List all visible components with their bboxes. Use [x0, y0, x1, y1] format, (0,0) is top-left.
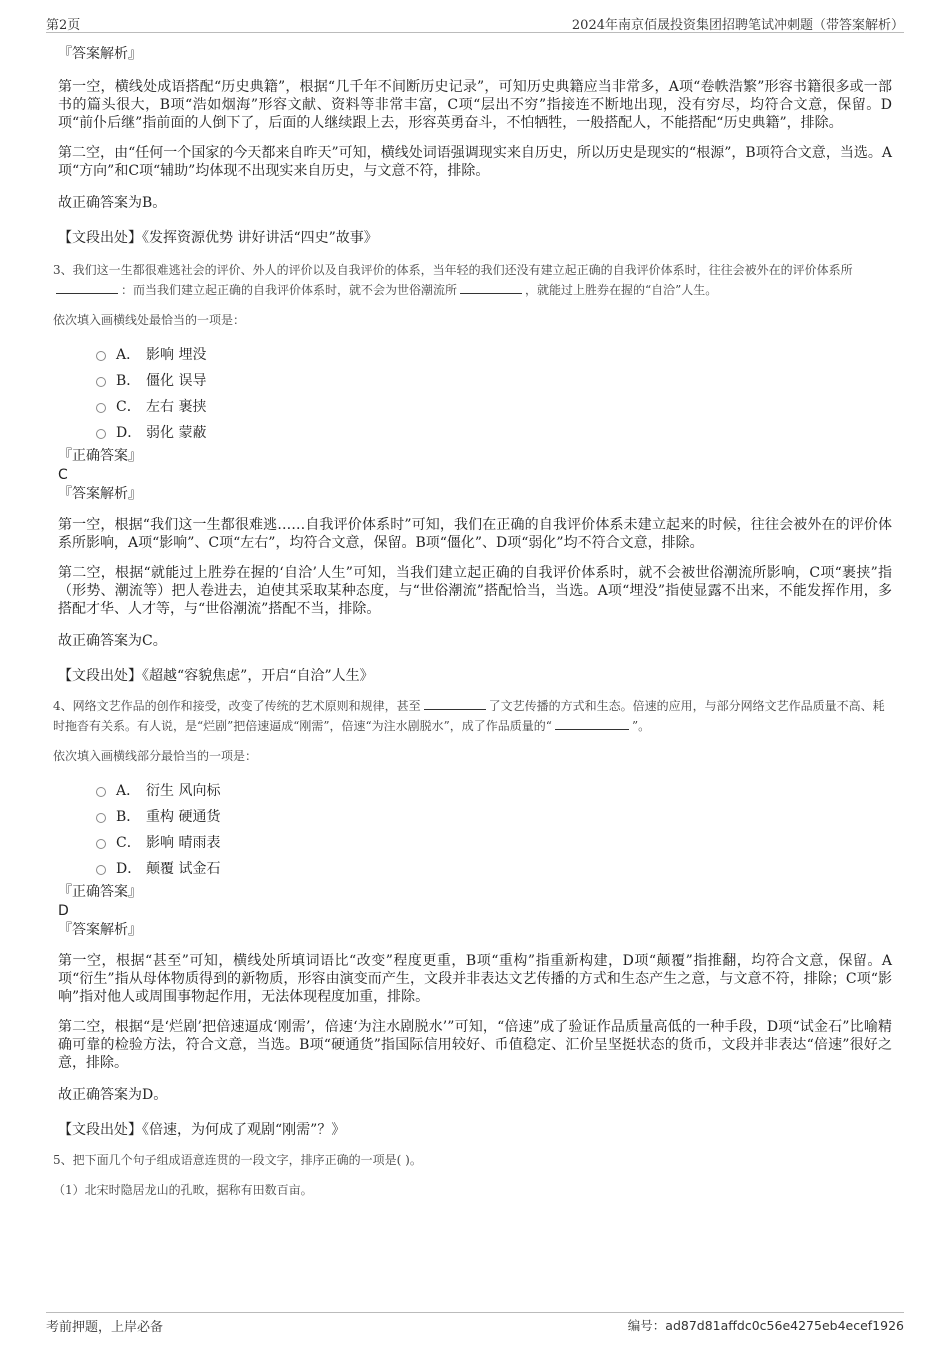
source-citation: 【文段出处】《倍速，为何成了观剧“刚需”？》 [58, 1122, 346, 1138]
analysis-tag: 『答案解析』 [58, 922, 142, 938]
analysis-paragraph: 第二空，根据“就能过上胜券在握的‘自洽’人生”可知，当我们建立起正确的自我评价体系时，就不会被世俗潮流所影响，C项“裹挟”指（形势、潮流等）把人卷进去，迫使其采取某种态度，与“世俗潮流”搭配恰当，当选。A项“埋没”指使显露不出来，不能发挥作用，多搭配才华、人才等，与“世俗潮流”搭配不当，排除。 [58, 565, 892, 617]
question-4-part-a: 4、网络文艺作品的创作和接受，改变了传统的艺术原则和规律，甚至 [53, 699, 421, 713]
document-id: 编号：ad87d81affdc0c56e4275eb4ecef1926 [627, 1318, 904, 1333]
option-c[interactable]: C． 左右 裹挟 [96, 394, 892, 420]
document-title: 2024年南京佰晟投资集团招聘笔试冲刺题（带答案解析） [571, 18, 904, 33]
page-content [53, 44, 892, 1200]
source-citation: 【文段出处】《超越“容貌焦虑”，开启“自洽”人生》 [58, 668, 374, 684]
option-b[interactable]: B． 重构 硬通货 [96, 804, 892, 830]
question-3-options [96, 342, 892, 446]
analysis-paragraph: 第二空，由“任何一个国家的今天都来自昨天”可知，横线处词语强调现实来自历史，所以历史是现实的“根源”，B项符合文意，当选。A项“方向”和C项“辅助”均体现不出现实来自历史，与文意不符，排除。 [58, 145, 892, 179]
question-5-sentence-1: （1）北宋时隐居龙山的孔畋，据称有田数百亩。 [53, 1183, 313, 1197]
correct-answer-tag: 『正确答案』 [58, 448, 142, 464]
blank-line [555, 717, 629, 730]
correct-answer: C [58, 467, 68, 483]
question-4-options [96, 778, 892, 882]
analysis-paragraph: 第二空，根据“是‘烂剧’把倍速逼成‘刚需’，倍速‘为注水剧脱水’”可知，“倍速”成了验证作品质量高低的一种手段，D项“试金石”比喻精确可靠的检验方法，符合文意，当选。B项“硬通货”指国际信用较好、币值稳定、汇价呈坚挺状态的货币，文段并非表达“倍速”很好之意，排除。 [58, 1019, 892, 1071]
question-4-part-c: ”。 [631, 719, 651, 733]
correct-answer: D [58, 903, 69, 919]
page-footer [46, 1312, 904, 1336]
conclusion: 故正确答案为D。 [58, 1087, 168, 1103]
question-3-part-a: 3、我们这一生都很难逃社会的评价、外人的评价以及自我评价的体系，当年轻的我们还没有建立起正确的自我评价体系时，往往会被外在的评价体系所 [53, 263, 853, 277]
analysis-tag: 『答案解析』 [58, 46, 142, 62]
question-4-text [53, 696, 892, 736]
radio-icon[interactable] [96, 377, 106, 387]
option-b[interactable]: B． 僵化 误导 [96, 368, 892, 394]
question-5-text: 5、把下面几个句子组成语意连贯的一段文字，排序正确的一项是( )。 [53, 1153, 422, 1167]
blank-line [424, 697, 486, 710]
analysis-paragraph: 第一空，横线处成语搭配“历史典籍”，根据“几千年不间断历史记录”，可知历史典籍应当非常多，A项“卷帙浩繁”形容书籍很多或一部书的篇头很大，B项“浩如烟海”形容文献、资料等非常丰富，C项“层出不穷”指接连不断地出现，没有穷尽，均符合文意，保留。D项“前仆后继”指前面的人倒下了，后面的人继续跟上去，形容英勇奋斗，不怕牺牲，一般搭配人，不能搭配“历史典籍”，排除。 [58, 79, 892, 131]
analysis-tag: 『答案解析』 [58, 486, 142, 502]
correct-answer-tag: 『正确答案』 [58, 884, 142, 900]
option-d[interactable]: D． 颠覆 试金石 [96, 856, 892, 882]
conclusion: 故正确答案为C。 [58, 633, 167, 649]
blank-line [56, 281, 118, 294]
source-citation: 【文段出处】《发挥资源优势 讲好讲活“四史”故事》 [58, 230, 378, 246]
question-4-part-b: 了文艺传播的方式和生态。倍速的应用，与部分网络文艺作品质量不高、耗时拖沓有关系。有人说，是“烂剧”把倍速逼成“刚需”，倍速“为注水剧脱水”，成了作品质量的“ [53, 699, 885, 733]
radio-icon[interactable] [96, 787, 106, 797]
radio-icon[interactable] [96, 351, 106, 361]
option-a[interactable]: A． 衍生 风向标 [96, 778, 892, 804]
analysis-paragraph: 第一空，根据“甚至”可知，横线处所填词语比“改变”程度更重，B项“重构”指重新构建，D项“颠覆”指推翻，均符合文意，保留。A项“衍生”指从母体物质得到的新物质，形容由演变而产生，文段并非表达文艺传播的方式和生态产生之意，与文意不符，排除；C项“影响”指对他人或周围事物起作用，无法体现程度加重，排除。 [58, 953, 892, 1005]
radio-icon[interactable] [96, 865, 106, 875]
question-3-part-b: ：而当我们建立起正确的自我评价体系时，就不会为世俗潮流所 [121, 283, 458, 297]
page-header [46, 14, 904, 33]
page-number: 第2页 [46, 18, 81, 33]
option-c[interactable]: C． 影响 晴雨表 [96, 830, 892, 856]
radio-icon[interactable] [96, 813, 106, 823]
question-4-instruction: 依次填入画横线部分最恰当的一项是： [53, 749, 258, 763]
question-3-text [53, 260, 892, 300]
question-3-part-c: ，就能过上胜券在握的“自洽”人生。 [525, 283, 718, 297]
conclusion: 故正确答案为B。 [58, 195, 167, 211]
option-d[interactable]: D． 弱化 蒙蔽 [96, 420, 892, 446]
radio-icon[interactable] [96, 839, 106, 849]
radio-icon[interactable] [96, 429, 106, 439]
analysis-paragraph: 第一空，根据“我们这一生都很难逃……自我评价体系时”可知，我们在正确的自我评价体系未建立起来的时候，往往会被外在的评价体系所影响，A项“影响”、C项“左右”，均符合文意，保留。B项“僵化”、D项“弱化”均不符合文意，排除。 [58, 517, 892, 551]
footer-slogan: 考前押题，上岸必备 [46, 1320, 164, 1335]
option-a[interactable]: A． 影响 埋没 [96, 342, 892, 368]
blank-line [460, 281, 522, 294]
question-3-instruction: 依次填入画横线处最恰当的一项是： [53, 313, 246, 327]
radio-icon[interactable] [96, 403, 106, 413]
